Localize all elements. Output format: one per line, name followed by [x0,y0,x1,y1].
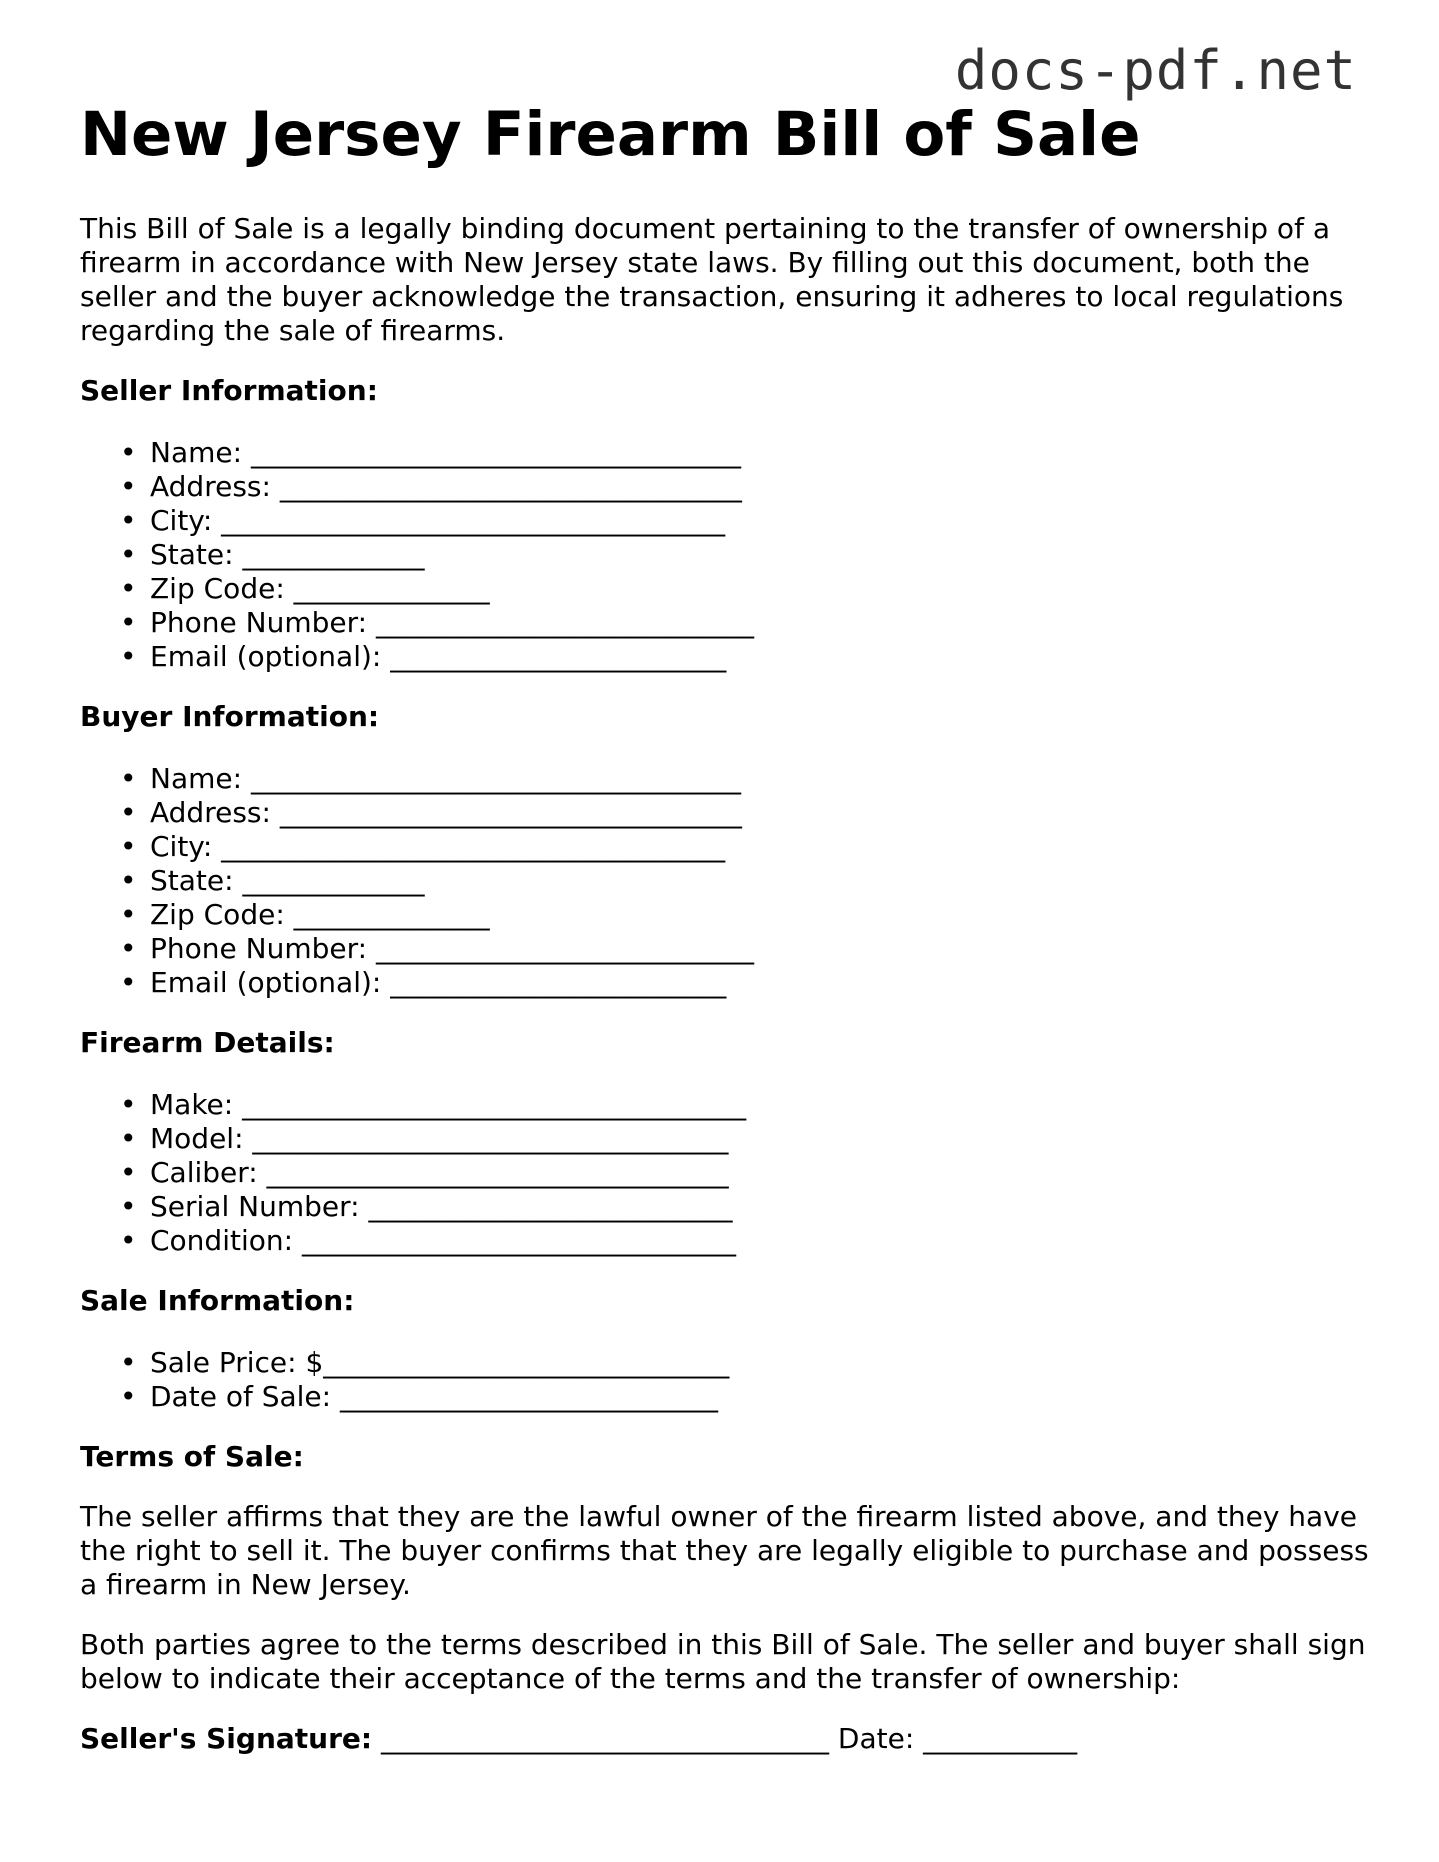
watermark: docs-pdf.net [954,39,1357,102]
seller-signature-line: ________________________________ [372,1722,838,1756]
firearm-serial-field: • Serial Number: __________________________ [150,1190,1370,1224]
buyer-state-field: • State: _____________ [150,864,1370,898]
seller-zip-field: • Zip Code: ______________ [150,572,1370,606]
seller-name-field: • Name: ___________________________________ [150,436,1370,470]
buyer-address-field: • Address: _________________________________ [150,796,1370,830]
seller-email-field: • Email (optional): ________________________ [150,640,1370,674]
buyer-fields [80,762,1370,1000]
firearm-condition-field: • Condition: _______________________________ [150,1224,1370,1258]
buyer-email-field: • Email (optional): ________________________ [150,966,1370,1000]
firearm-model-field: • Model: __________________________________ [150,1122,1370,1156]
firearm-heading: Firearm Details: [80,1026,335,1060]
seller-heading: Seller Information: [80,374,378,408]
seller-signature-date: Date: ___________ [837,1722,1078,1756]
terms-paragraph-1: The seller affirms that they are the lawful owner of the firearm listed above, and they have the right to sell it. The buyer confirms that they are legally eligible to purchase and possess a firearm in New Jersey. [80,1500,1369,1602]
buyer-city-field: • City: ____________________________________ [150,830,1370,864]
document-title: New Jersey Firearm Bill of Sale [80,99,1141,170]
buyer-phone-field: • Phone Number: ___________________________ [150,932,1370,966]
seller-signature-row [80,1722,1370,1756]
buyer-name-field: • Name: ___________________________________ [150,762,1370,796]
firearm-make-field: • Make: ____________________________________ [150,1088,1370,1122]
buyer-heading: Buyer Information: [80,700,380,734]
seller-phone-field: • Phone Number: ___________________________ [150,606,1370,640]
sale-fields [80,1346,1370,1414]
seller-fields [80,436,1370,674]
terms-paragraph-2: Both parties agree to the terms described in this Bill of Sale. The seller and buyer shall sign below to indicate their acceptance of the terms and the transfer of ownership: [80,1628,1366,1696]
seller-signature-label: Seller's Signature: [80,1722,373,1756]
seller-state-field: • State: _____________ [150,538,1370,572]
terms-heading: Terms of Sale: [80,1440,304,1474]
intro-paragraph: This Bill of Sale is a legally binding document pertaining to the transfer of ownership of a firearm in accordance with New Jersey state laws. By filling out this document, both the seller and the buyer acknowledge the transaction, ensuring it adheres to local regulations regarding the sale of firearms. [80,212,1344,348]
sale-price-field: • Sale Price: $_____________________________ [150,1346,1370,1380]
firearm-fields [80,1088,1370,1258]
sale-date-field: • Date of Sale: ___________________________ [150,1380,1370,1414]
document-page [80,100,1370,1756]
seller-city-field: • City: ____________________________________ [150,504,1370,538]
seller-address-field: • Address: _________________________________ [150,470,1370,504]
sale-heading: Sale Information: [80,1284,355,1318]
buyer-zip-field: • Zip Code: ______________ [150,898,1370,932]
firearm-caliber-field: • Caliber: _________________________________ [150,1156,1370,1190]
